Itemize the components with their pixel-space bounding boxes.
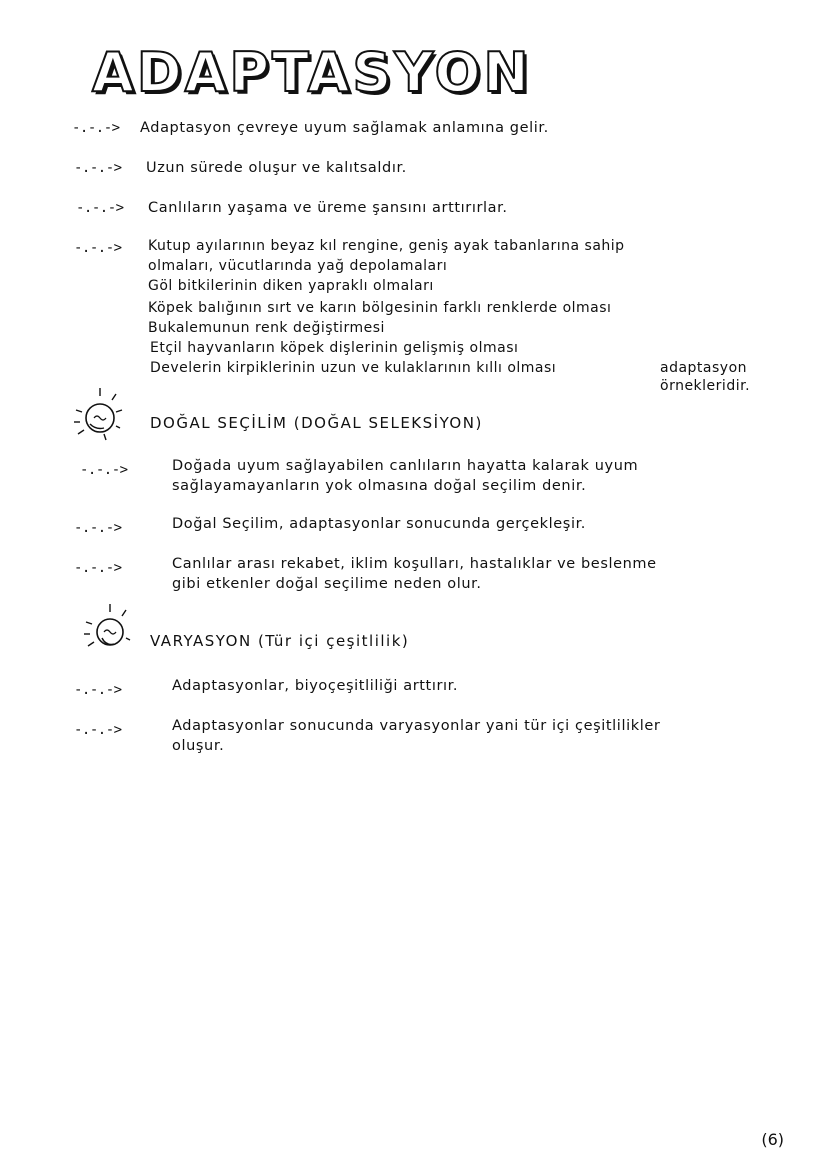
examples-note-2: örnekleridir. — [660, 378, 751, 394]
example-line-2: olmaları, vücutlarında yağ depolamaları — [148, 258, 448, 274]
section1-item-1-line-2: sağlayamayanların yok olmasına doğal seçilim denir. — [172, 478, 587, 494]
example-line-4: Köpek balığının sırt ve karın bölgesinin farklı renklerde olması — [148, 300, 612, 316]
section2-heading: VARYASYON (Tür içi çeşitlilik) — [150, 632, 410, 650]
arrow-icon: -.-.-> — [74, 560, 122, 576]
intro-line-2: Uzun sürede oluşur ve kalıtsaldır. — [146, 160, 407, 176]
examples-note-1: adaptasyon — [660, 360, 748, 376]
example-line-7: Develerin kirpiklerinin uzun ve kulaklarının kıllı olması — [150, 360, 557, 376]
section1-item-2: Doğal Seçilim, adaptasyonlar sonucunda gerçekleşir. — [172, 516, 587, 532]
lightbulb-icon — [60, 380, 136, 450]
example-line-5: Bukalemunun renk değiştirmesi — [148, 320, 385, 336]
section1-item-1-line-1: Doğada uyum sağlayabilen canlıların hayatta kalarak uyum — [172, 458, 639, 474]
arrow-icon: -.-.-> — [74, 520, 122, 536]
arrow-icon: -.-.-> — [80, 462, 128, 478]
page-title: ADAPTASYON — [92, 41, 532, 104]
arrow-icon: -.-.-> — [74, 160, 122, 176]
arrow-icon: -.-.-> — [74, 682, 122, 698]
section2-item-2-line-2: oluşur. — [172, 738, 225, 754]
section1-item-3-line-1: Canlılar arası rekabet, iklim koşulları, hastalıklar ve beslenme — [172, 556, 657, 572]
section2-item-2-line-1: Adaptasyonlar sonucunda varyasyonlar yani tür içi çeşitlilikler — [172, 718, 661, 734]
example-line-1: Kutup ayılarının beyaz kıl rengine, geniş ayak tabanlarına sahip — [148, 238, 625, 254]
section1-item-3-line-2: gibi etkenler doğal seçilime neden olur. — [172, 576, 482, 592]
example-line-6: Etçil hayvanların köpek dişlerinin gelişmiş olması — [150, 340, 519, 356]
arrow-icon: -.-.-> — [74, 722, 122, 738]
arrow-icon: -.-.-> — [72, 120, 120, 136]
section2-item-1: Adaptasyonlar, biyoçeşitliliği arttırır. — [172, 678, 459, 694]
page-number: (6) — [761, 1130, 784, 1149]
lightbulb-icon — [72, 598, 148, 668]
intro-line-1: Adaptasyon çevreye uyum sağlamak anlamına gelir. — [140, 120, 549, 136]
arrow-icon: -.-.-> — [74, 240, 122, 256]
arrow-icon: -.-.-> — [76, 200, 124, 216]
section1-heading: DOĞAL SEÇİLİM (DOĞAL SELEKSİYON) — [150, 414, 483, 432]
intro-line-3: Canlıların yaşama ve üreme şansını arttırırlar. — [148, 200, 508, 216]
example-line-3: Göl bitkilerinin diken yapraklı olmaları — [148, 278, 434, 294]
